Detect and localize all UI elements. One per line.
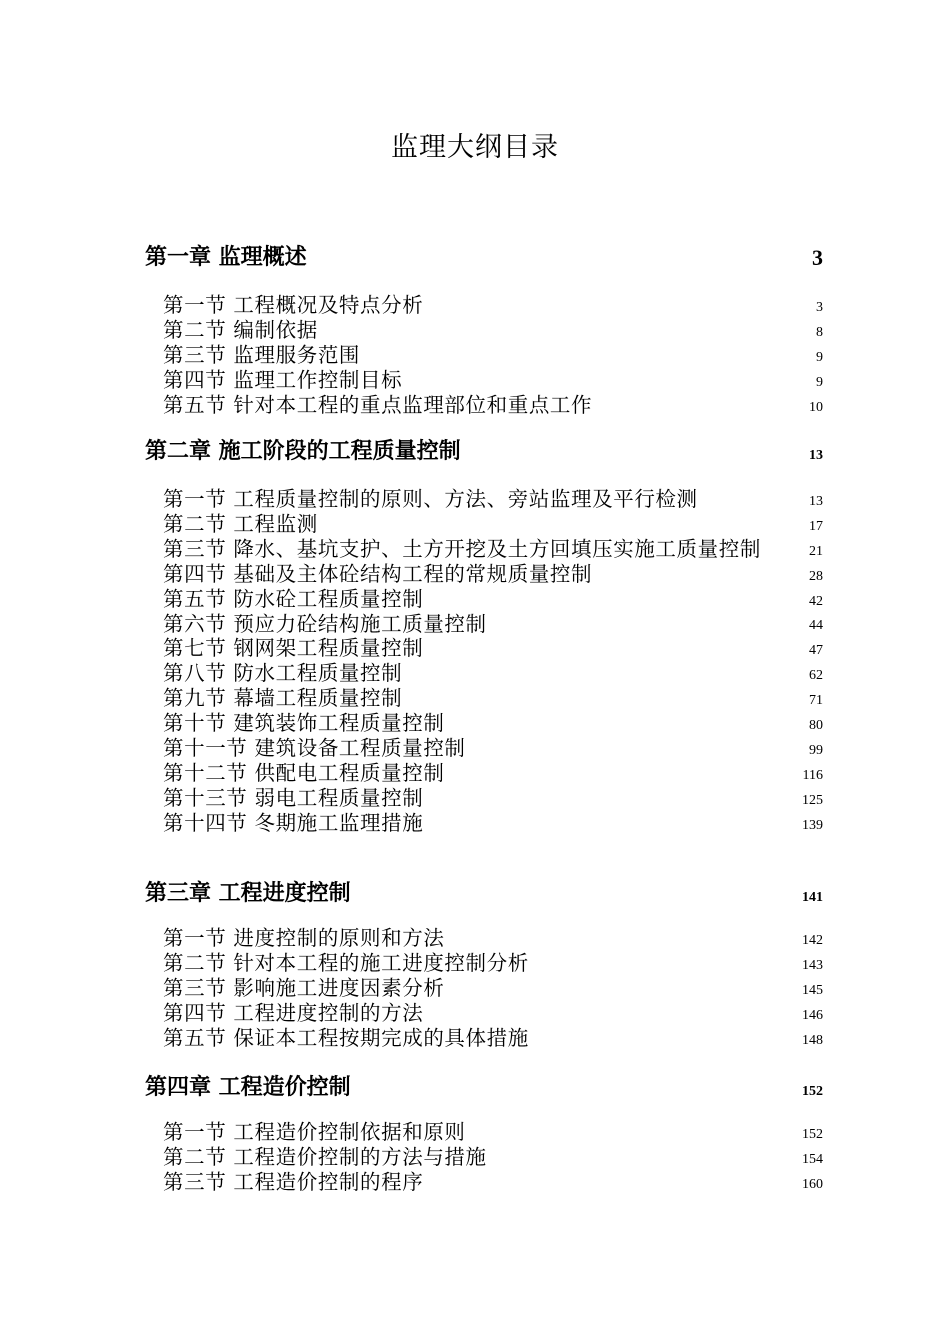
chapter-title: 第二章 施工阶段的工程质量控制 [145,439,461,464]
toc-entry[interactable] [163,318,825,343]
section-list [145,926,825,1051]
toc-entry[interactable] [163,926,825,951]
section-title: 第一节 工程概况及特点分析 [163,293,424,317]
section-page-number: 28 [809,568,823,584]
toc-entry[interactable] [163,736,825,761]
toc-entry[interactable] [163,343,825,368]
section-page-number: 139 [802,817,823,833]
document-title: 监理大纲目录 [391,132,559,163]
toc-entry[interactable] [163,612,825,637]
section-title: 第十一节 建筑设备工程质量控制 [163,736,466,761]
section-title: 第一节 工程造价控制依据和原则 [163,1120,466,1144]
section-title: 第二节 编制依据 [163,317,318,342]
section-title: 第十节 建筑装饰工程质量控制 [163,711,445,736]
toc-entry[interactable] [163,686,825,711]
chapter-page-number: 152 [802,1084,823,1099]
section-title: 第一节 进度控制的原则和方法 [163,926,445,950]
section-page-number: 10 [809,399,823,415]
section-title: 第三节 影响施工进度因素分析 [163,975,445,1000]
section-list [145,293,825,418]
section-title: 第六节 预应力砼结构施工质量控制 [163,611,487,636]
toc-entry[interactable] [163,487,825,512]
chapter-title: 第三章 工程进度控制 [145,881,351,906]
toc-entry[interactable] [163,393,825,418]
section-title: 第一节 工程质量控制的原则、方法、旁站监理及平行检测 [163,487,698,511]
section-page-number: 160 [802,1176,823,1192]
toc-entry[interactable] [163,1120,825,1145]
section-page-number: 17 [809,518,823,534]
toc-entry[interactable] [163,811,825,836]
toc-entry[interactable] [163,537,825,562]
toc-entry[interactable] [163,1026,825,1051]
section-page-number: 99 [809,742,823,758]
chapter-page-number: 141 [802,890,823,905]
section-page-number: 143 [802,957,823,973]
section-list [145,1120,825,1195]
toc-entry[interactable] [163,1170,825,1195]
section-page-number: 71 [809,693,823,709]
chapter-heading[interactable] [145,877,825,911]
section-title: 第五节 针对本工程的重点监理部位和重点工作 [163,392,593,417]
chapter-2 [145,435,825,836]
section-title: 第二节 工程造价控制的方法与措施 [163,1144,487,1169]
section-page-number: 116 [802,767,823,783]
section-page-number: 148 [802,1032,823,1048]
section-page-number: 145 [802,982,823,998]
section-title: 第二节 工程监测 [163,511,318,536]
section-page-number: 154 [802,1151,823,1167]
toc-entry[interactable] [163,661,825,686]
chapter-heading[interactable] [145,435,825,469]
section-page-number: 13 [809,493,823,509]
toc-entry[interactable] [163,587,825,612]
toc-entry[interactable] [163,293,825,318]
chapter-page-number: 3 [812,245,823,270]
section-page-number: 44 [809,618,823,634]
section-page-number: 152 [802,1126,823,1142]
section-page-number: 62 [809,668,823,684]
toc-entry[interactable] [163,636,825,661]
section-page-number: 146 [802,1007,823,1023]
section-title: 第九节 幕墙工程质量控制 [163,686,403,711]
section-page-number: 42 [809,593,823,609]
section-page-number: 142 [802,932,823,948]
section-title: 第三节 工程造价控制的程序 [163,1169,424,1194]
section-page-number: 80 [809,718,823,734]
section-title: 第七节 钢网架工程质量控制 [163,636,424,661]
section-title: 第十三节 弱电工程质量控制 [163,785,424,810]
toc-entry[interactable] [163,951,825,976]
toc-entry[interactable] [163,976,825,1001]
section-title: 第四节 工程进度控制的方法 [163,1000,424,1025]
toc-entry[interactable] [163,1145,825,1170]
section-list [145,487,825,836]
toc-entry[interactable] [163,761,825,786]
section-title: 第八节 防水工程质量控制 [163,661,403,686]
toc-entry[interactable] [163,786,825,811]
toc-entry[interactable] [163,1001,825,1026]
section-page-number: 47 [809,643,823,659]
toc-entry[interactable] [163,512,825,537]
chapter-page-number: 13 [809,448,823,463]
section-page-number: 9 [816,349,823,365]
section-title: 第三节 监理服务范围 [163,342,361,367]
section-title: 第四节 基础及主体砼结构工程的常规质量控制 [163,561,593,586]
section-page-number: 3 [816,299,823,315]
section-title: 第十二节 供配电工程质量控制 [163,760,445,785]
section-title: 第五节 防水砼工程质量控制 [163,586,424,611]
section-title: 第三节 降水、基坑支护、土方开挖及土方回填压实施工质量控制 [163,536,761,561]
chapter-heading[interactable] [145,241,825,275]
section-page-number: 21 [809,543,823,559]
section-page-number: 125 [802,792,823,808]
chapter-title: 第四章 工程造价控制 [145,1075,351,1100]
toc-entry[interactable] [163,562,825,587]
chapter-heading[interactable] [145,1071,825,1105]
section-page-number: 9 [816,374,823,390]
section-title: 第二节 针对本工程的施工进度控制分析 [163,950,529,975]
section-page-number: 8 [816,324,823,340]
toc-entry[interactable] [163,368,825,393]
chapter-3 [145,877,825,1051]
section-title: 第四节 监理工作控制目标 [163,367,403,392]
section-title: 第十四节 冬期施工监理措施 [163,810,424,835]
toc-entry[interactable] [163,711,825,736]
chapter-4 [145,1071,825,1195]
chapter-title: 第一章 监理概述 [145,245,307,270]
section-title: 第五节 保证本工程按期完成的具体措施 [163,1025,529,1050]
chapter-1 [145,241,825,418]
